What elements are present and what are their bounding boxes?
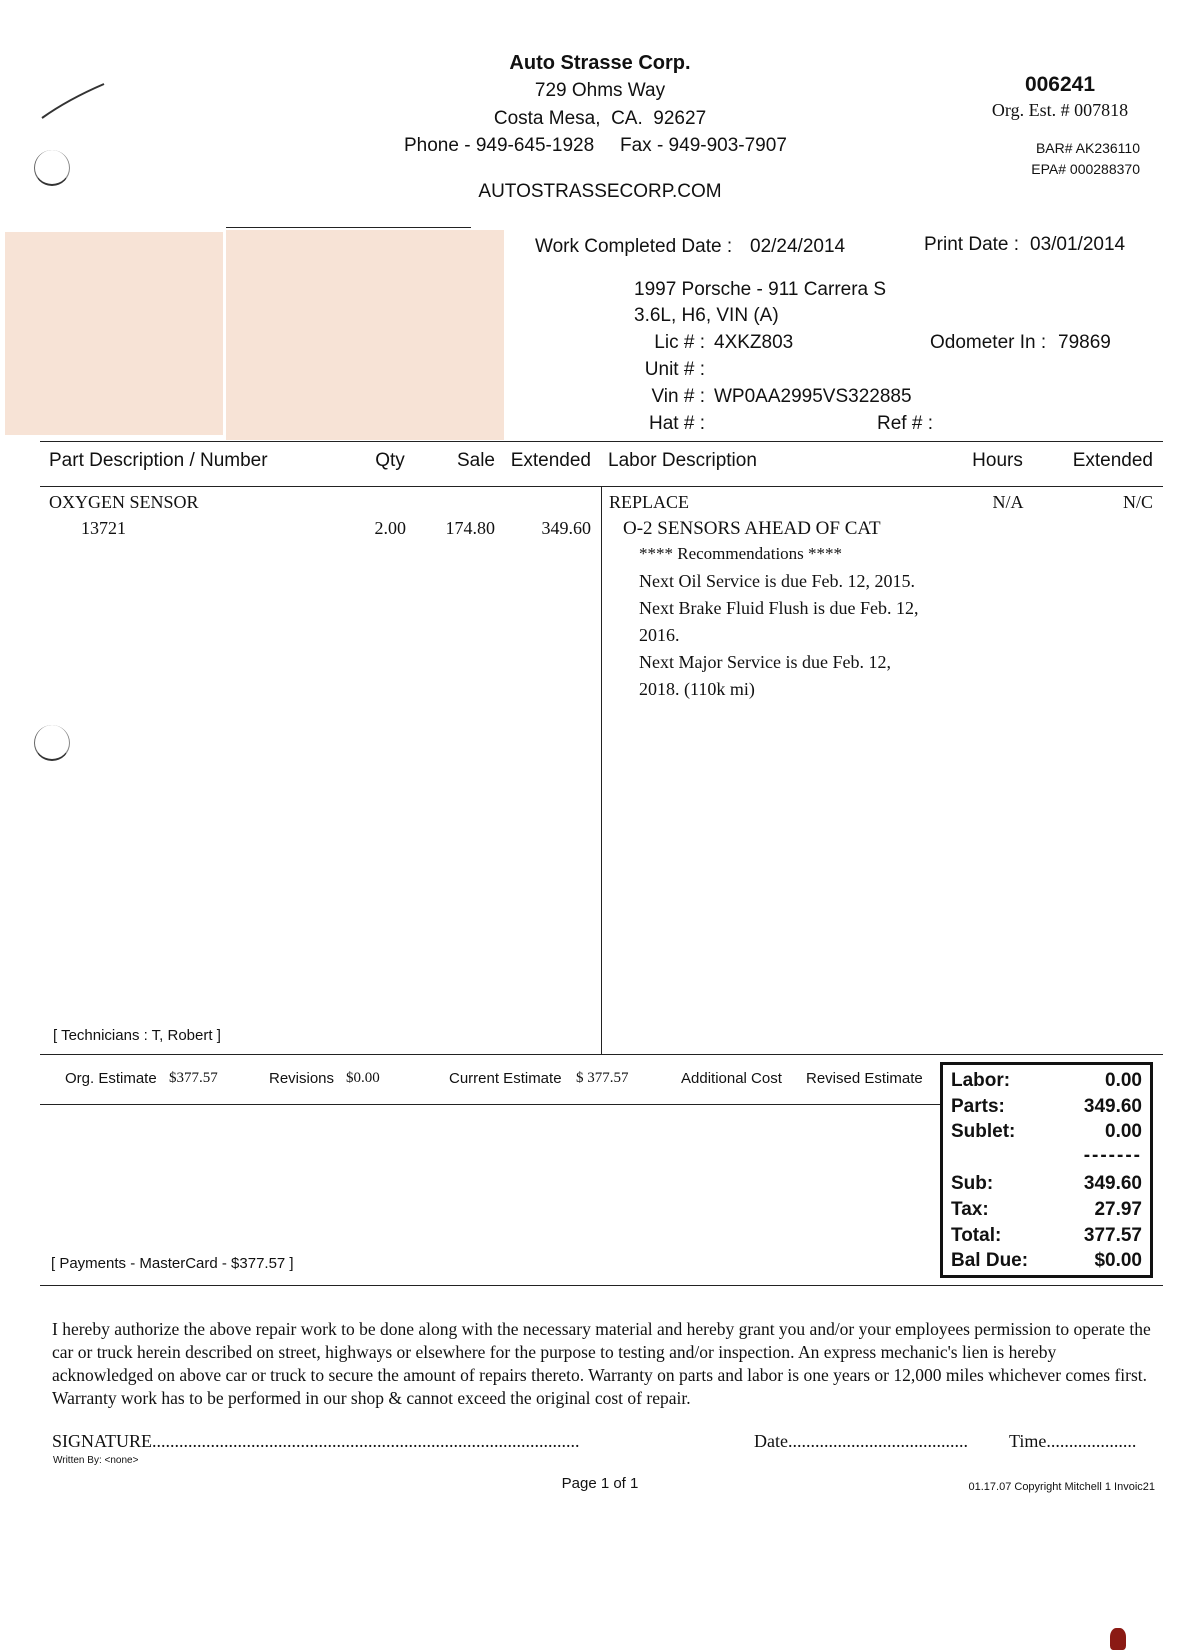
vehicle-engine: 3.6L, H6, VIN (A)	[634, 305, 779, 326]
part-extended: 349.60	[541, 518, 591, 538]
table-bottom-rule	[40, 1054, 1163, 1055]
vin-value: WP0AA2995VS322885	[714, 386, 912, 407]
totals-labor-label: Labor:	[951, 1070, 1011, 1091]
punch-hole-bottom	[34, 725, 70, 761]
totals-bal-label: Bal Due:	[951, 1250, 1029, 1271]
totals-bottom-rule	[40, 1285, 1163, 1286]
revisions-value: $0.00	[346, 1070, 380, 1086]
vehicle-model: 1997 Porsche - 911 Carrera S	[634, 279, 887, 300]
totals-tax-label: Tax:	[951, 1199, 989, 1220]
header-extended: Extended	[510, 450, 591, 471]
vin-label: Vin # :	[651, 386, 705, 407]
totals-sublet-value: 0.00	[1105, 1121, 1142, 1142]
work-completed-date: 02/24/2014	[750, 236, 846, 257]
red-mark	[1110, 1628, 1126, 1650]
additional-cost-label: Additional Cost	[681, 1070, 782, 1087]
print-date: 03/01/2014	[1030, 234, 1126, 255]
totals-bal-value: $0.00	[1094, 1250, 1142, 1271]
bar-number: BAR# AK236110	[1035, 140, 1140, 156]
totals-sublet-row	[943, 1121, 1150, 1147]
lic-label: Lic # :	[654, 332, 705, 353]
header-hours: Hours	[972, 450, 1023, 471]
odometer-value: 79869	[1058, 332, 1111, 353]
org-estimate-value: $377.57	[169, 1070, 218, 1086]
revised-estimate-label: Revised Estimate	[806, 1070, 923, 1087]
part-description: OXYGEN SENSOR	[49, 492, 199, 512]
totals-sublet-label: Sublet:	[951, 1121, 1016, 1142]
epa-number: EPA# 000288370	[1031, 161, 1140, 177]
totals-total-label: Total:	[951, 1225, 1002, 1246]
company-website: AUTOSTRASSECORP.COM	[478, 181, 722, 202]
part-qty: 2.00	[374, 518, 406, 538]
totals-parts-label: Parts:	[951, 1096, 1005, 1117]
totals-total-value: 377.57	[1083, 1225, 1142, 1246]
totals-bal-row	[943, 1250, 1150, 1276]
totals-total-row	[943, 1225, 1150, 1251]
punch-hole-top	[34, 150, 70, 186]
header-qty: Qty	[375, 450, 405, 471]
labor-line: Next Major Service is due Feb. 12,	[639, 652, 891, 672]
labor-hours: N/A	[992, 492, 1024, 512]
header-labor: Labor Description	[608, 450, 757, 471]
company-name: Auto Strasse Corp.	[509, 52, 691, 74]
header-part: Part Description / Number	[49, 450, 268, 471]
hat-label: Hat # :	[649, 413, 705, 434]
pen-mark	[36, 78, 116, 128]
copyright: 01.17.07 Copyright Mitchell 1 Invoic21	[968, 1481, 1155, 1493]
header-sale: Sale	[456, 450, 495, 471]
customer-rule	[226, 227, 471, 228]
company-address: 729 Ohms Way	[534, 80, 666, 101]
totals-separator: -------	[1083, 1145, 1142, 1166]
lic-value: 4XKZ803	[714, 332, 794, 353]
header-labor-extended: Extended	[1072, 450, 1153, 471]
authorization-text: I hereby authorize the above repair work to be done along with the necessary material and hereby grant you and/or your employees permission to operate the car or truck herein described on street, highways or elsewhere for the purpose to testing and/or inspection. An express mechanic's lien is hereby acknowledged on above car or truck to secure the amount of repairs thereto. Warranty on parts and labor is one years or 12,000 miles whichever comes first. Warranty work has to be performed in our shop & cannot exceed the original cost of repair.	[52, 1319, 1151, 1408]
unit-label: Unit # :	[644, 359, 705, 380]
totals-tax-row	[943, 1199, 1150, 1225]
totals-labor-row	[943, 1070, 1150, 1096]
totals-labor-value: 0.00	[1105, 1070, 1142, 1091]
redacted-customer-info	[5, 232, 223, 435]
labor-extended: N/C	[1122, 492, 1153, 512]
company-city: Costa Mesa, CA. 92627	[493, 108, 707, 129]
ref-label: Ref # :	[877, 413, 933, 434]
company-phone: Phone - 949-645-1928	[404, 135, 595, 156]
labor-line: O-2 SENSORS AHEAD OF CAT	[623, 518, 881, 539]
written-by: Written By: <none>	[53, 1455, 139, 1466]
signature-line: SIGNATURE...............................................................................................	[52, 1431, 580, 1451]
technicians: [ Technicians : T, Robert ]	[53, 1027, 221, 1044]
part-number: 13721	[81, 518, 126, 538]
table-top-rule	[40, 441, 1163, 442]
totals-separator-row	[943, 1145, 1150, 1171]
labor-line: 2016.	[639, 625, 680, 645]
totals-sub-row	[943, 1173, 1150, 1199]
labor-line: 2018. (110k mi)	[639, 679, 755, 699]
labor-line: Next Oil Service is due Feb. 12, 2015.	[639, 571, 915, 591]
current-estimate-value: $ 377.57	[576, 1070, 629, 1086]
work-completed-label: Work Completed Date :	[535, 236, 733, 257]
totals-sub-value: 349.60	[1083, 1173, 1142, 1194]
org-est-number: Org. Est. # 007818	[991, 100, 1129, 120]
totals-sub-label: Sub:	[951, 1173, 994, 1194]
labor-line: **** Recommendations ****	[639, 544, 843, 563]
org-estimate-label: Org. Estimate	[65, 1070, 157, 1087]
odometer-label: Odometer In :	[930, 332, 1047, 353]
company-fax: Fax - 949-903-7907	[620, 135, 787, 156]
table-column-divider	[601, 486, 602, 1054]
payments: [ Payments - MasterCard - $377.57 ]	[51, 1255, 294, 1272]
labor-line: Next Brake Fluid Flush is due Feb. 12,	[639, 598, 919, 618]
invoice-number: 006241	[1024, 73, 1096, 96]
totals-tax-value: 27.97	[1094, 1199, 1142, 1220]
time-line: Time....................	[1009, 1431, 1137, 1451]
current-estimate-label: Current Estimate	[449, 1070, 562, 1087]
totals-parts-row	[943, 1096, 1150, 1122]
redacted-customer-phone	[226, 230, 504, 440]
page-number: Page 1 of 1	[561, 1475, 639, 1492]
print-date-label: Print Date :	[924, 234, 1020, 255]
estimate-rule	[40, 1104, 940, 1105]
part-sale: 174.80	[445, 518, 495, 538]
labor-title: REPLACE	[609, 492, 690, 512]
revisions-label: Revisions	[269, 1070, 335, 1087]
totals-parts-value: 349.60	[1083, 1096, 1142, 1117]
date-line: Date........................................	[754, 1431, 968, 1451]
totals-box	[940, 1062, 1153, 1278]
